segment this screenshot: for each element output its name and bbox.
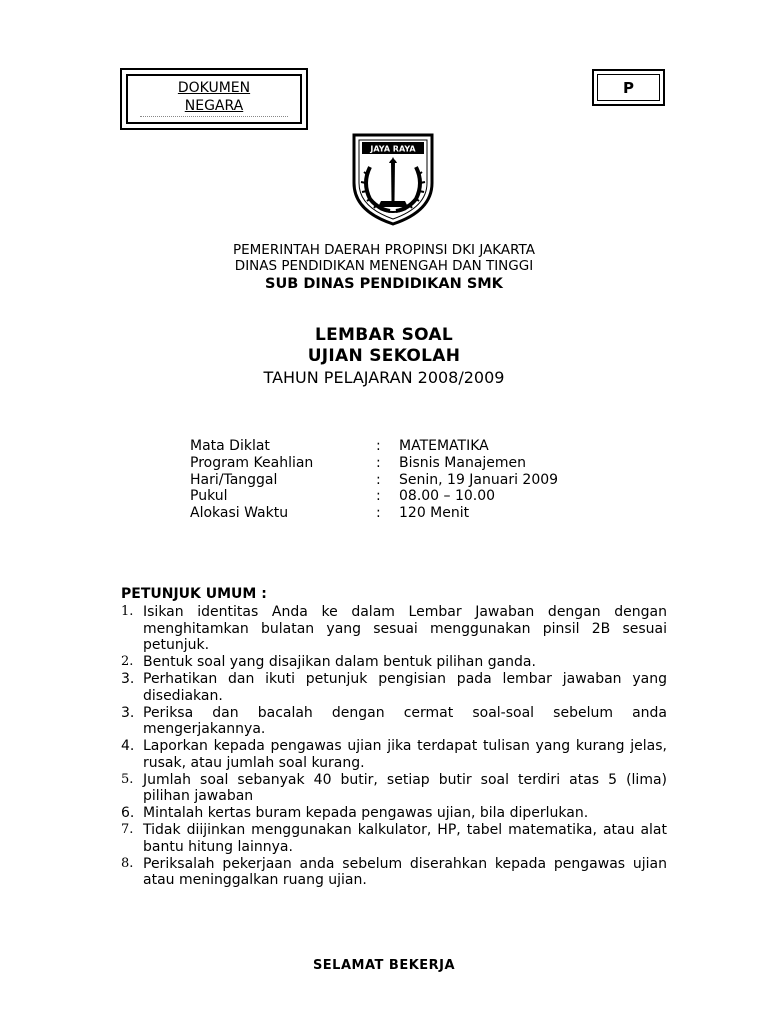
instruction-number: 1. [121, 604, 134, 619]
title-ujian-sekolah: UJIAN SEKOLAH [307, 346, 461, 366]
instructions-title: PETUNJUK UMUM : [121, 586, 267, 602]
paket-label: P [597, 74, 660, 101]
info-separator: : [376, 488, 381, 505]
info-label: Pukul [190, 488, 228, 505]
info-value: 120 Menit [399, 505, 470, 522]
jaya-raya-emblem-icon [348, 131, 438, 227]
instruction-item [121, 822, 667, 855]
instruction-number: 3. [121, 671, 135, 687]
instruction-item [121, 671, 667, 704]
info-value: Bisnis Manajemen [399, 454, 527, 471]
svg-text:JAYA RAYA: JAYA RAYA [370, 144, 416, 154]
instruction-text: Mintalah kertas buram kepada pengawas ujian, bila diperlukan. [143, 805, 589, 821]
instruction-number: 4. [121, 738, 135, 754]
info-separator: : [376, 438, 381, 454]
instruction-text: Periksa dan bacalah dengan cermat soal-soal sebelum anda mengerjakannya. [143, 704, 667, 737]
title-lembar-soal: LEMBAR SOAL [314, 325, 453, 345]
instruction-text: Laporkan kepada pengawas ujian jika terdapat tulisan yang kurang jelas, rusak, atau jumlah soal kurang. [143, 738, 667, 771]
header-government: PEMERINTAH DAERAH PROPINSI DKI JAKARTA [232, 242, 535, 258]
instruction-item [121, 805, 667, 822]
info-value: MATEMATIKA [399, 438, 489, 454]
instruction-item [121, 772, 667, 805]
document-classification-box [120, 68, 308, 130]
instruction-item [121, 654, 667, 671]
document-box-dotted-rule [140, 116, 288, 117]
instruction-number: 5. [121, 771, 134, 787]
instruction-text: Isikan identitas Anda ke dalam Lembar Jawaban dengan dengan menghitamkan bulatan yang sesuai menggunakan pinsil 2B sesuai petunjuk. [143, 604, 667, 653]
info-separator: : [376, 505, 381, 522]
instruction-number: 2. [121, 654, 134, 669]
instruction-text: Tidak diijinkan menggunakan kalkulator, HP, tabel matematika, atau alat bantu hitung lainnya. [143, 822, 667, 855]
info-value: 08.00 – 10.00 [399, 488, 496, 505]
instruction-text: Perhatikan dan ikuti petunjuk pengisian pada lembar jawaban yang disediakan. [143, 671, 667, 704]
instructions-list [121, 604, 667, 889]
info-separator: : [376, 454, 381, 471]
instruction-number: 8. [121, 855, 134, 871]
instruction-number: 6. [121, 805, 135, 821]
info-label: Hari/Tanggal [190, 471, 278, 488]
instruction-text: Bentuk soal yang disajikan dalam bentuk pilihan ganda. [143, 654, 536, 670]
closing-text: SELAMAT BEKERJA [312, 958, 456, 973]
info-value: Senin, 19 Januari 2009 [399, 471, 559, 488]
instruction-item [121, 738, 667, 771]
instruction-text: Periksalah pekerjaan anda sebelum diserahkan kepada pengawas ujian atau meninggalkan ruang ujian. [143, 855, 667, 888]
instruction-item [121, 604, 667, 654]
header-sub-department: SUB DINAS PENDIDIKAN SMK [265, 276, 503, 292]
header-department: DINAS PENDIDIKAN MENENGAH DAN TINGGI [234, 258, 534, 274]
document-box-line1: DOKUMEN [177, 80, 251, 96]
instruction-number: 7. [121, 822, 134, 837]
paket-box [592, 69, 665, 106]
info-label: Alokasi Waktu [190, 505, 289, 522]
instruction-text: Jumlah soal sebanyak 40 butir, setiap butir soal terdiri atas 5 (lima) pilihan jawaban [143, 771, 667, 804]
info-label: Program Keahlian [190, 454, 314, 471]
instruction-item [121, 856, 667, 889]
instruction-number: 3. [121, 704, 135, 721]
document-box-line2: NEGARA [184, 98, 244, 114]
info-separator: : [376, 471, 381, 488]
title-academic-year: TAHUN PELAJARAN 2008/2009 [263, 368, 505, 387]
info-label: Mata Diklat [190, 438, 270, 454]
instruction-item [121, 705, 667, 738]
